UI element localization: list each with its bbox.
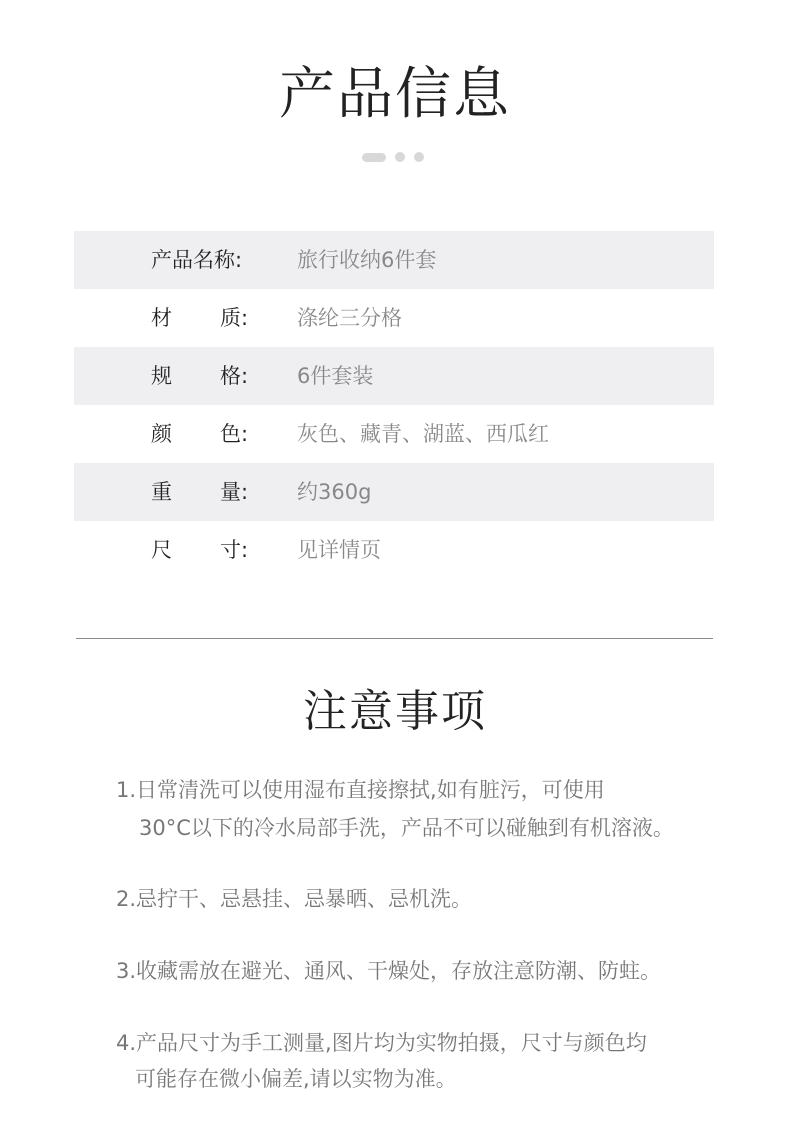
info-label [74, 463, 297, 521]
info-value: 6件套装 [297, 364, 374, 388]
info-value: 约360g [297, 480, 372, 504]
info-label [74, 231, 297, 289]
info-value: 旅行收纳6件套 [297, 248, 437, 272]
info-value: 见详情页 [297, 538, 381, 562]
info-label-last-char: 量: [220, 480, 249, 504]
info-label-first-char: 规 [151, 364, 172, 388]
info-label-first-char: 重 [151, 480, 172, 504]
product-info-title: 产品信息 [279, 62, 511, 127]
note-item-2: 2.忌拧干、忌悬挂、忌暴晒、忌机洗。 [116, 887, 473, 911]
info-label [74, 521, 297, 579]
note-item-1-line2: 30°C以下的冷水局部手洗，产品不可以碰触到有机溶液。 [139, 816, 674, 840]
info-label-last-char: 格: [220, 364, 249, 388]
product-info-table [74, 231, 714, 579]
info-label-text: 产品名称: [151, 248, 243, 272]
indicator-active-pill [362, 153, 386, 162]
info-row-weight [74, 463, 714, 521]
info-row-spec [74, 347, 714, 405]
info-row-size [74, 521, 714, 579]
info-label-last-char: 寸: [220, 538, 249, 562]
indicator-dot [414, 152, 424, 162]
notes-title: 注意事项 [303, 686, 487, 737]
info-row-material [74, 289, 714, 347]
indicator-dot [395, 152, 405, 162]
info-label [74, 347, 297, 405]
page-indicator [362, 152, 424, 162]
info-label-first-char: 尺 [151, 538, 172, 562]
info-row-color [74, 405, 714, 463]
info-label-first-char: 材 [151, 306, 172, 330]
info-label-last-char: 质: [220, 306, 249, 330]
info-row-name [74, 231, 714, 289]
note-item-1-line1: 1.日常清洗可以使用湿布直接擦拭,如有脏污，可使用 [116, 778, 605, 802]
note-item-4-line1: 4.产品尺寸为手工测量,图片均为实物拍摄，尺寸与颜色均 [116, 1031, 647, 1055]
note-item-3: 3.收藏需放在避光、通风、干燥处，存放注意防潮、防蛀。 [116, 959, 662, 983]
info-label [74, 289, 297, 347]
note-item-4-line2: 可能存在微小偏差,请以实物为准。 [135, 1067, 457, 1091]
info-label-last-char: 色: [220, 422, 249, 446]
info-value: 涤纶三分格 [297, 306, 402, 330]
section-divider [76, 638, 713, 639]
info-label [74, 405, 297, 463]
info-label-first-char: 颜 [151, 422, 172, 446]
info-value: 灰色、藏青、湖蓝、西瓜红 [297, 422, 549, 446]
